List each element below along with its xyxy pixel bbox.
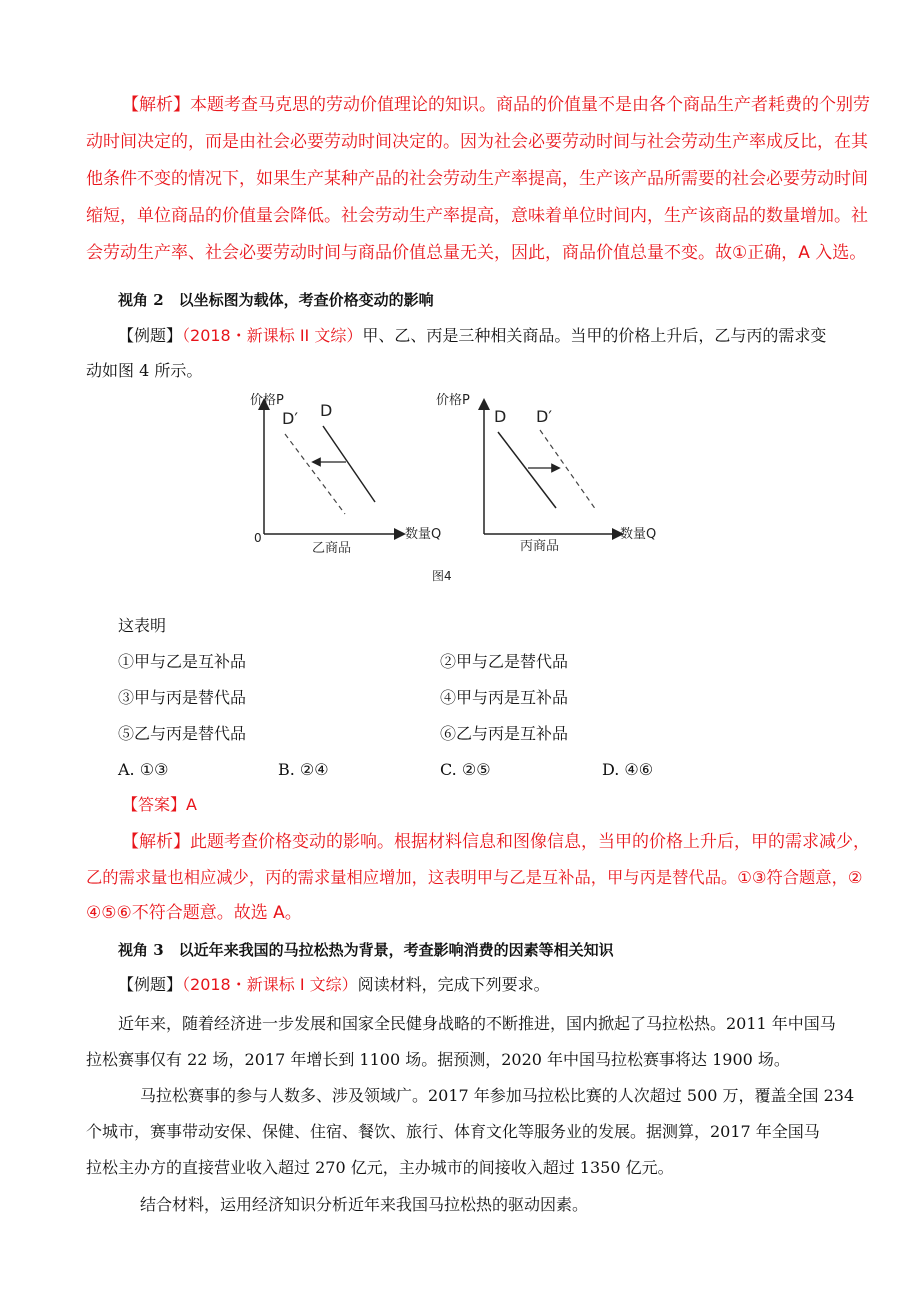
angle2-example-line1: 【例题】（2018・新课标 II 文综）甲、乙、丙是三种相关商品。当甲的价格上升后，乙与丙的需求变 xyxy=(118,326,827,345)
right-x-label: 数量Q xyxy=(620,527,657,542)
option-1: ①甲与乙是互补品 xyxy=(118,652,247,671)
analysis2-line1: 【解析】此题考查价格变动的影响。根据材料信息和图像信息，当甲的价格上升后，甲的需求减少， xyxy=(122,832,870,852)
choice-d: D. ④⑥ xyxy=(602,760,654,779)
left-curve-d xyxy=(323,426,375,502)
left-y-label: 价格P xyxy=(250,393,284,408)
para2-line1: 马拉松赛事的参与人数多、涉及领域广。2017 年参加马拉松比赛的人次超过 500 万，覆盖全国 234 xyxy=(140,1086,855,1105)
right-product-label: 丙商品 xyxy=(520,539,560,554)
choice-b: B. ②④ xyxy=(278,760,329,779)
para2-line3: 拉松主办方的直接营业收入超过 270 亿元，主办城市的间接收入超过 1350 亿元。 xyxy=(86,1158,674,1177)
analysis1-line1: 【解析】本题考查马克思的劳动价值理论的知识。商品的价值量不是由各个商品生产者耗费的个别劳 xyxy=(122,95,870,115)
angle2-example-line2: 动如图 4 所示。 xyxy=(86,361,203,380)
figure-4 xyxy=(250,384,670,584)
analysis-label: 【解析】 xyxy=(122,95,190,115)
para2-line2: 个城市，赛事带动安保、保健、住宿、餐饮、旅行、体育文化等服务业的发展。据测算，2017 年全国马 xyxy=(86,1122,820,1141)
analysis1-line4: 缩短，单位商品的价值量会降低。社会劳动生产率提高，意味着单位时间内，生产该商品的数量增加。社 xyxy=(86,206,868,226)
example-source: （2018・新课标 II 文综） xyxy=(182,326,363,345)
para1-line1: 近年来，随着经济进一步发展和国家全民健身战略的不断推进，国内掀起了马拉松热。2011 年中国马 xyxy=(118,1014,836,1033)
analysis2-line2: 乙的需求量也相应减少，丙的需求量相应增加，这表明甲与乙是互补品，甲与丙是替代品。①③符合题意，② xyxy=(86,868,863,887)
choice-c: C. ②⑤ xyxy=(440,760,491,779)
analysis1-line2: 动时间决定的，而是由社会必要劳动时间决定的。因为社会必要劳动时间与社会劳动生产率成反比，在其 xyxy=(86,132,868,152)
analysis1-line3: 他条件不变的情况下，如果生产某种产品的社会劳动生产率提高，生产该产品所需要的社会必要劳动时间 xyxy=(86,169,868,189)
para1-line2: 拉松赛事仅有 22 场，2017 年增长到 1100 场。据预测，2020 年中国马拉松赛事将达 1900 场。 xyxy=(86,1050,790,1069)
left-curve-d-label: D xyxy=(320,401,333,420)
option-3: ③甲与丙是替代品 xyxy=(118,688,247,707)
demand-graphs xyxy=(250,384,670,584)
right-curve-d-label: D xyxy=(494,407,507,426)
right-curve-d-prime-label: D′ xyxy=(536,407,552,426)
origin-label: 0 xyxy=(254,531,262,545)
angle3-heading: 视角 3 以近年来我国的马拉松热为背景，考查影响消费的因素等相关知识 xyxy=(118,941,614,959)
question: 结合材料，运用经济知识分析近年来我国马拉松热的驱动因素。 xyxy=(140,1195,589,1214)
example-source: （2018・新课标 I 文综） xyxy=(182,975,358,994)
analysis2-line3: ④⑤⑥不符合题意。故选 A。 xyxy=(86,903,302,923)
right-curve-d xyxy=(498,432,556,508)
angle3-example-line: 【例题】（2018・新课标 I 文综）阅读材料，完成下列要求。 xyxy=(118,975,550,994)
angle2-heading: 视角 2 以坐标图为载体，考查价格变动的影响 xyxy=(118,291,434,309)
figure-caption: 图4 xyxy=(432,569,452,583)
left-x-label: 数量Q xyxy=(405,527,442,542)
option-5: ⑤乙与丙是替代品 xyxy=(118,724,247,743)
answer-value: A xyxy=(186,795,197,814)
analysis1-line5: 会劳动生产率、社会必要劳动时间与商品价值总量无关，因此，商品价值总量不变。故①正确，A 入选。 xyxy=(86,243,867,263)
answer: 【答案】A xyxy=(122,795,197,814)
option-2: ②甲与乙是替代品 xyxy=(440,652,569,671)
left-curve-d-prime-label: D′ xyxy=(282,409,298,428)
right-y-label: 价格P xyxy=(436,393,470,408)
option-6: ⑥乙与丙是互补品 xyxy=(440,724,569,743)
prompt: 这表明 xyxy=(118,616,167,635)
left-product-label: 乙商品 xyxy=(312,541,352,556)
choice-a: A. ①③ xyxy=(118,760,169,779)
option-4: ④甲与丙是互补品 xyxy=(440,688,569,707)
